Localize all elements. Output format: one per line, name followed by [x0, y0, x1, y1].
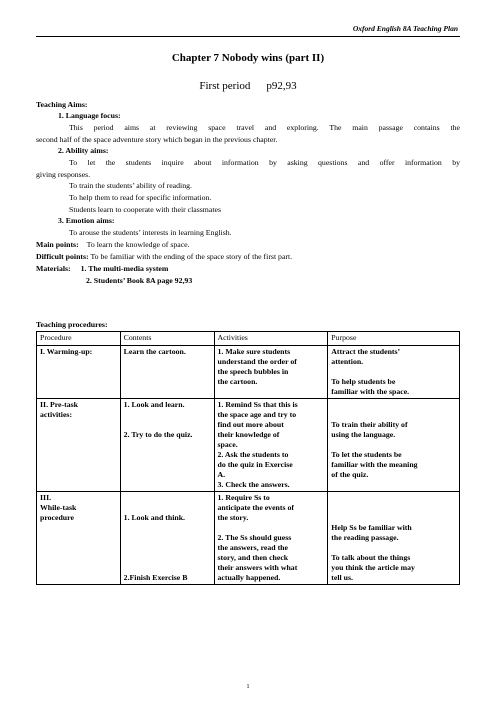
main-points-label: Main points: [36, 240, 79, 249]
row3-activity-line: 1. Require Ss to [217, 493, 270, 502]
row1-activity-line: the speech bubbles in [217, 367, 289, 376]
table-row [37, 399, 460, 492]
row3-activity-line: actually happened. [217, 573, 281, 582]
row2-activity-line: 1. Remind Ss that this is [217, 400, 298, 409]
page-range: p92,93 [266, 80, 297, 92]
row2-procedure-line: activities: [40, 410, 73, 419]
row2-activity-line: A. [217, 470, 226, 479]
row1-purpose-line: attention. [331, 357, 364, 366]
row3-activity-line: their answers with what [217, 563, 298, 572]
row1-purpose-line: To help students be [331, 377, 396, 386]
row3-contents-line: 1. Look and think. [123, 513, 185, 522]
row2-procedure [37, 399, 121, 492]
row2-procedure-line: II. Pre-task [40, 400, 78, 409]
row3-purpose-line: Help Ss be familiar with [331, 523, 412, 532]
row2-activity-line: 2. Ask the students to [217, 450, 289, 459]
header-procedure: Procedure [37, 332, 121, 346]
difficult-points-text: To be familiar with the ending of the space story of the first part. [90, 252, 293, 261]
ability-aims-line1: To let the students inquire about information by asking questions and offer information by [69, 158, 460, 167]
row2-purpose-line: using the language. [331, 430, 396, 439]
ability-aims-line3: To train the students’ ability of reading. [69, 181, 192, 190]
language-focus-heading: 1. Language focus: [58, 111, 121, 120]
period-label: First period [199, 80, 251, 92]
ability-aims-heading: 2. Ability aims: [58, 146, 109, 155]
row3-activity-line: the answers, read the [217, 543, 288, 552]
row1-purpose-line: familiar with the space. [331, 387, 410, 396]
row2-contents-line: 1. Look and learn. [123, 400, 185, 409]
main-points-text: To learn the knowledge of space. [86, 240, 190, 249]
row3-activity-line: 2. The Ss should guess [217, 533, 292, 542]
row2-activity-line: their knowledge of [217, 430, 280, 439]
row3-activity-line: the story. [217, 513, 249, 522]
row3-procedure [37, 492, 121, 585]
row2-activities [214, 399, 328, 492]
row3-contents [120, 492, 214, 585]
main-points [36, 240, 190, 250]
row1-procedure: I. Warming-up: [37, 346, 121, 399]
page-number: 1 [246, 683, 250, 690]
materials-label: Materials: [36, 264, 71, 273]
row1-activities [214, 346, 328, 399]
row1-purpose-line: Attract the students’ [331, 347, 401, 356]
chapter-title: Chapter 7 Nobody wins (part II) [171, 52, 325, 64]
table-header-row [37, 332, 460, 346]
row2-purpose-line: of the quiz. [331, 470, 369, 479]
row3-purpose-line: tell us. [331, 573, 353, 582]
table-row [37, 346, 460, 399]
row1-activity-line: understand the order of [217, 357, 297, 366]
procedures-table [36, 331, 460, 585]
ability-aims-line2: giving responses. [36, 170, 91, 179]
row3-procedure-line: III. [40, 493, 52, 502]
language-focus-line1: This period aims at reviewing space travel and exploring. The main passage contains the [69, 123, 460, 132]
ability-aims-line5: Students learn to cooperate with their classmates [69, 205, 221, 214]
period-line [0, 80, 496, 92]
row2-activity-line: the space age and try to [217, 410, 297, 419]
row3-activity-line: anticipate the events of [217, 503, 294, 512]
row3-procedure-line: While-task [40, 503, 77, 512]
difficult-points-label: Difficult points: [36, 252, 89, 261]
row3-purpose-line: you think the article may [331, 563, 415, 572]
row1-purpose [328, 346, 460, 399]
procedures-heading: Teaching procedures: [36, 320, 108, 329]
row1-activity-line: 1. Make sure students [217, 347, 291, 356]
row1-contents: Learn the cartoon. [120, 346, 214, 399]
header-contents: Contents [120, 332, 214, 346]
row2-activity-line: find out more about [217, 420, 284, 429]
teaching-aims-heading: Teaching Aims: [36, 100, 88, 109]
header-activities: Activities [214, 332, 328, 346]
row3-procedure-line: procedure [40, 513, 74, 522]
materials-item1: 1. The multi-media system [80, 264, 169, 273]
row2-purpose [328, 399, 460, 492]
running-header: Oxford English 8A Teaching Plan [352, 24, 458, 33]
row3-purpose-line: the reading passage. [331, 533, 399, 542]
row2-activity-line: space. [217, 440, 238, 449]
difficult-points [36, 252, 292, 262]
emotion-aims-heading: 3. Emotion aims: [58, 216, 115, 225]
header-purpose: Purpose [328, 332, 460, 346]
row2-activity-line: do the quiz in Exercise [217, 460, 293, 469]
row3-purpose [328, 492, 460, 585]
row1-activity-line: the cartoon. [217, 377, 258, 386]
ability-aims-line4: To help them to read for specific information. [69, 193, 212, 202]
header-rule [36, 36, 460, 37]
language-focus-line2: second half of the space adventure story which began in the previous chapter. [36, 135, 278, 144]
row3-activity-line: story, and then check [217, 553, 289, 562]
materials-item2: 2. Students’ Book 8A page 92,93 [86, 276, 193, 285]
row2-contents-line: 2. Try to do the quiz. [123, 430, 193, 439]
materials [36, 264, 168, 274]
row3-activities [214, 492, 328, 585]
table-row [37, 492, 460, 585]
row2-purpose-line: To train their ability of [331, 420, 408, 429]
row3-purpose-line: To talk about the things [331, 553, 411, 562]
row2-purpose-line: To let the students be [331, 450, 402, 459]
emotion-aims-line1: To arouse the students’ interests in learning English. [69, 228, 232, 237]
row2-activity-line: 3. Check the answers. [217, 480, 290, 489]
row2-purpose-line: familiar with the meaning [331, 460, 418, 469]
row3-contents-line: 2.Finish Exercise B [123, 573, 188, 582]
row2-contents [120, 399, 214, 492]
